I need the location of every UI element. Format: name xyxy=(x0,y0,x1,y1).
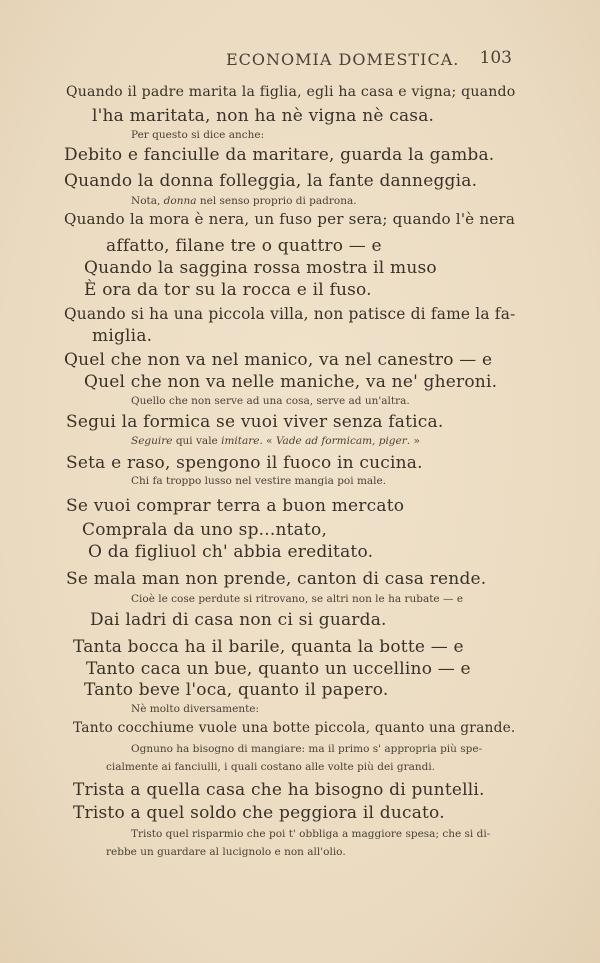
proverb-line: Trista a quella casa che ha bisogno di puntelli. xyxy=(73,780,485,800)
proverb-line: Se mala man non prende, canton di casa rende. xyxy=(66,569,487,589)
note-text: nel senso proprio di padrona. xyxy=(196,195,357,207)
proverb-line: Quel che non va nel manico, va nel canestro — e xyxy=(64,350,493,370)
proverb-line: Tanto cocchiume vuole una botte piccola, quanto una grande. xyxy=(73,720,516,736)
proverb-line: Dai ladri di casa non ci si guarda. xyxy=(90,610,387,630)
note-text: qui vale xyxy=(172,435,222,447)
note-text: . « xyxy=(259,435,276,447)
proverb-line: Quel che non va nelle maniche, va ne' gheroni. xyxy=(84,372,498,392)
note-text: . » xyxy=(406,435,420,447)
note-line xyxy=(131,435,420,447)
proverb-line: Debito e fanciulle da maritare, guarda la gamba. xyxy=(64,145,495,165)
note-line: Nè molto diversamente: xyxy=(131,703,260,715)
proverb-line: Seta e raso, spengono il fuoco in cucina. xyxy=(66,453,423,473)
note-italic: imitare xyxy=(221,435,260,447)
proverb-line: Quando la mora è nera, un fuso per sera; quando l'è nera xyxy=(64,210,516,228)
proverb-line: Tristo a quel soldo che peggiora il ducato. xyxy=(73,803,445,823)
proverb-line: Tanto beve l'oca, quanto il papero. xyxy=(84,680,389,700)
proverb-line: Quando la saggina rossa mostra il muso xyxy=(84,258,437,278)
proverb-line: Segui la formica se vuoi viver senza fatica. xyxy=(66,412,444,432)
note-line: Tristo quel risparmio che poi t' obbliga a maggiore spesa; che si di- xyxy=(131,828,491,840)
running-title: ECONOMIA DOMESTICA. xyxy=(226,50,460,69)
note-line: Ognuno ha bisogno di mangiare: ma il primo s' appropria più spe- xyxy=(131,743,483,755)
note-italic: Vade ad formicam, piger xyxy=(275,435,407,447)
proverb-line: affatto, filane tre o quattro — e xyxy=(106,236,382,256)
page-header xyxy=(0,46,600,76)
proverb-line: Se vuoi comprar terra a buon mercato xyxy=(66,496,405,516)
proverb-line: l'ha maritata, non ha nè vigna nè casa. xyxy=(92,106,435,126)
note-line: rebbe un guardare al lucignolo e non all'olio. xyxy=(106,846,346,858)
proverb-line: Quando la donna folleggia, la fante danneggia. xyxy=(64,171,478,191)
proverb-line: Comprala da uno sp...ntato, xyxy=(82,520,328,540)
note-text: Nota, xyxy=(131,195,164,207)
proverb-line: Quando si ha una piccola villa, non patisce di fame la fa- xyxy=(64,305,516,323)
note-line: Cioè le cose perdute si ritrovano, se altri non le ha rubate — e xyxy=(131,593,464,605)
note-line: Quello che non serve ad una cosa, serve ad un'altra. xyxy=(131,395,410,407)
proverb-line: Tanta bocca ha il barile, quanta la botte — e xyxy=(73,637,464,657)
note-line xyxy=(131,195,357,207)
proverb-line: O da figliuol ch' abbia ereditato. xyxy=(88,542,374,562)
note-line: Chi fa troppo lusso nel vestire mangia poi male. xyxy=(131,475,387,487)
note-italic: Seguire xyxy=(131,435,173,447)
note-italic: donna xyxy=(163,195,197,207)
page-number: 103 xyxy=(479,48,512,68)
proverb-line: Quando il padre marita la figlia, egli ha casa e vigna; quando xyxy=(66,84,516,100)
proverb-line: È ora da tor su la rocca e il fuso. xyxy=(84,280,372,300)
note-line: Per questo si dice anche: xyxy=(131,129,265,141)
note-line: cialmente ai fanciulli, i quali costano alle volte più dei grandi. xyxy=(106,761,436,773)
proverb-line: Tanto caca un bue, quanto un uccellino — e xyxy=(86,659,471,679)
proverb-line: miglia. xyxy=(92,326,153,346)
